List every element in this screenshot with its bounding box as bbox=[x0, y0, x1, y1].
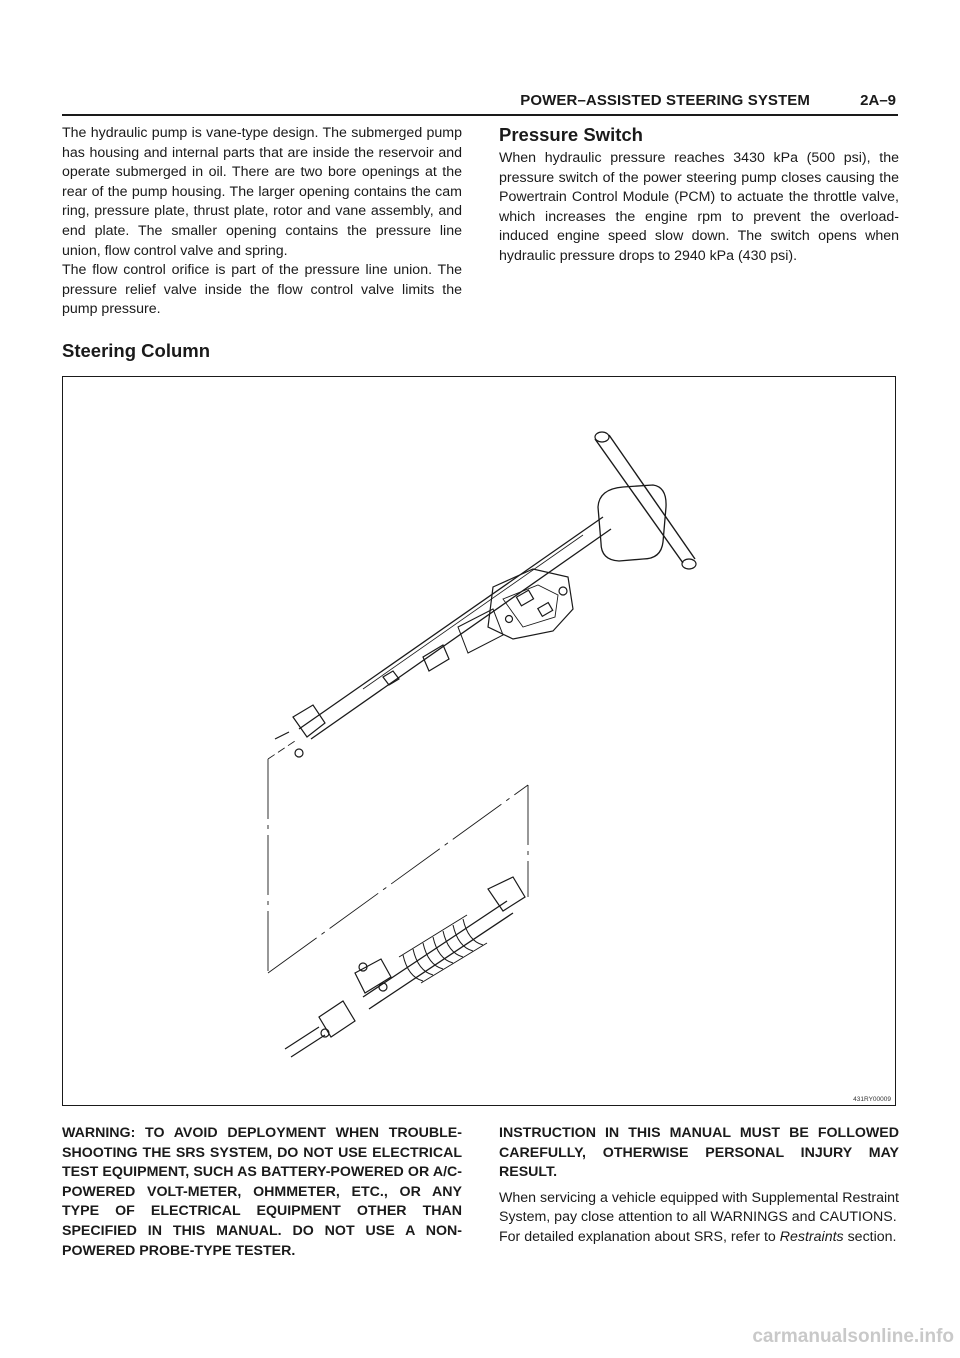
page-header bbox=[62, 86, 898, 116]
pressure-switch-paragraph: When hydraulic pressure reaches 3430 kPa (500 psi), the pressure switch of the power steering pump closes causing the Powertrain Control Module (PCM) to actuate the throttle valve, which increases the engine rpm to prevent the overload-induced engine speed slow down. The switch opens when hydraulic pressure drops to 2940 kPa (430 psi). bbox=[499, 150, 899, 264]
srs-warning-left: WARNING: TO AVOID DEPLOYMENT WHEN TROUBLE-SHOOTING THE SRS SYSTEM, DO NOT USE ELECTRICAL TEST EQUIPMENT, SUCH AS BATTERY-POWERED OR A/C-POWERED VOLT-METER, OHMMETER, ETC., OR ANY TYPE OF ELECTRICAL EQUIPMENT OTHER THAN SPECIFIED IN THIS MANUAL. DO NOT USE A NON-POWERED PROBE-TYPE TESTER. bbox=[62, 1125, 462, 1259]
servicing-note: When servicing a vehicle equipped with Supplemental Restraint System, pay close attention to all WARNINGS and CAUTIONS. bbox=[499, 1189, 899, 1226]
srs-reference-prefix: For detailed explanation about SRS, refer to bbox=[499, 1228, 780, 1245]
srs-reference-suffix: section. bbox=[843, 1228, 897, 1245]
steering-column-illustration bbox=[63, 377, 894, 1104]
pressure-switch-heading: Pressure Switch bbox=[499, 124, 643, 145]
pump-paragraph-1: The hydraulic pump is vane-type design. The submerged pump has housing and internal parts that are inside the reservoir and operate submerged in oil. There are two bore openings at the rear of the pump housing. The larger opening contains the cam ring, pressure plate, thrust plate, rotor and vane assembly, and end plate. The smaller opening contains the pressure line union, flow control valve and spring. bbox=[62, 125, 462, 259]
header-title: POWER–ASSISTED STEERING SYSTEM bbox=[520, 92, 810, 109]
srs-reference bbox=[499, 1228, 899, 1248]
steering-column-figure bbox=[62, 376, 896, 1106]
restraints-reference: Restraints bbox=[779, 1228, 844, 1245]
pump-description bbox=[62, 124, 462, 320]
steering-column-heading: Steering Column bbox=[62, 340, 211, 361]
watermark: carmanualsonline.info bbox=[752, 1326, 954, 1347]
srs-warning-right bbox=[499, 1124, 899, 1248]
figure-code: 431RY00009 bbox=[853, 1096, 891, 1103]
pump-paragraph-2: The flow control orifice is part of the pressure line union. The pressure relief valve inside the flow control valve limits the pump pressure. bbox=[62, 262, 462, 318]
warning-instruction: INSTRUCTION IN THIS MANUAL MUST BE FOLLOWED CAREFULLY, OTHERWISE PERSONAL INJURY MAY RESULT. bbox=[499, 1125, 899, 1181]
pressure-switch-section bbox=[499, 124, 899, 267]
page-number: 2A–9 bbox=[860, 92, 896, 109]
